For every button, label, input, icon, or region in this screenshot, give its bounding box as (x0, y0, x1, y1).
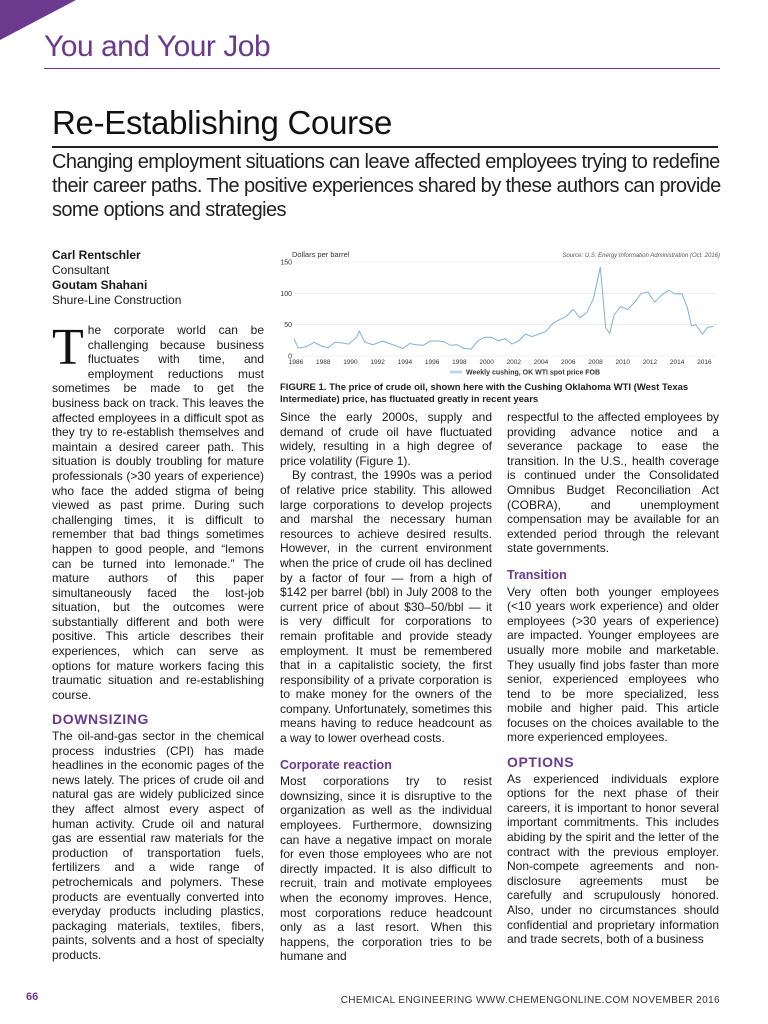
heading-downsizing: DOWNSIZING (52, 711, 149, 728)
article-deck: Changing employment situations can leave affected employees trying to redefine their career paths. The positive experiences shared by these authors can provide some options and strategies (52, 151, 721, 221)
column-2 (280, 410, 492, 964)
figure-caption (280, 382, 720, 406)
x-tick-label: 2008 (588, 359, 603, 366)
paragraph: By contrast, the 1990s was a period of relative price stability. This allowed large corporations to develop projects and marshal the necessary human resources to achieve desired results. However, in the current environment when the price of crude oil has declined by a factor of four — from a high of $142 per barrel (bbl) in July 2008 to the current price of about $30–50/bbl — it is very difficult for corporations to remain profitable and provide steady employment. It must be remembered that in a capitalistic society, the first responsibility of a private corporation is to make money for the owners of the company. Unfortunately, sometimes this means having to reduce headcount as a way to lower overhead costs. (280, 468, 492, 746)
x-tick-label: 2000 (479, 359, 494, 366)
author-name: Goutam Shahani (52, 278, 148, 292)
legend-label: Weekly cushing, OK WTI spot price FOB (466, 369, 601, 377)
y-axis-label: Dollars per barrel (292, 250, 350, 259)
publication-footer: CHEMICAL ENGINEERING WWW.CHEMENGONLINE.COM NOVEMBER 2016 (340, 995, 720, 1006)
x-tick-label: 2004 (533, 359, 549, 366)
page-number: 66 (26, 991, 39, 1003)
x-tick-label: 2012 (642, 359, 658, 366)
x-tick-label: 2006 (561, 359, 576, 366)
heading-options: OPTIONS (507, 754, 575, 771)
title-rule (52, 146, 718, 148)
y-tick-label: 150 (280, 259, 292, 267)
column-1 (52, 319, 264, 963)
figure-crude-oil-chart (280, 248, 722, 378)
x-tick-label: 2002 (506, 359, 522, 366)
x-tick-label: 2010 (615, 359, 630, 366)
author-affiliation: Shure-Line Construction (52, 293, 182, 307)
series-line (294, 267, 713, 349)
intro-paragraph: he corporate world can be challenging because business fluctuates with time, and employment reductions must sometimes be made to get the business back on track. This leaves the affected employees in a difficult spot as they try to re-establish themselves and maintain a desired career path. This situation is doubly troubling for mature professionals (>30 years of experience) who face the added stigma of being viewed as past prime. During such challenging times, it is difficult to remember that bad things sometimes happen to good people, and “lemons can be turned into lemonade.” The mature authors of this paper simultaneously faced the lost-job situation, but the outcomes were substantially different and both were positive. This article describes their experiences, which can serve as options for mature workers facing this traumatic situation and re-establishing course. (52, 323, 264, 702)
author-affiliation: Consultant (52, 263, 110, 277)
y-tick-label: 50 (284, 322, 292, 330)
column-3 (507, 410, 719, 947)
heading-transition: Transition (507, 567, 567, 582)
y-tick-label: 100 (280, 290, 292, 298)
caption-label: FIGURE 1. (280, 382, 327, 393)
x-tick-label: 1986 (288, 359, 304, 366)
article-title: Re-Establishing Course (52, 104, 393, 141)
x-tick-label: 1994 (397, 359, 413, 366)
paragraph: Most corporations try to resist downsizing, since it is disruptive to the organization as well as the individual employees. Furthermore, downsizing can have a negative impact on morale for even those employees who are not directly impacted. It is also difficult to recruit, train and motivate employees when the economy improves. Hence, most corporations reduce headcount only as a last resort. When this happens, the corporation tries to be humane and (280, 774, 492, 964)
x-tick-label: 1992 (370, 359, 385, 366)
x-tick-label: 2014 (669, 359, 685, 366)
x-tick-label: 1996 (424, 359, 440, 366)
downsizing-paragraph: The oil-and-gas sector in the chemical process industries (CPI) has made headlines in the economic pages of the news lately. The prices of crude oil and natural gas are widely publicized since they affect almost every aspect of human activity. Crude oil and natural gas are essential raw materials for the production of transportation fuels, fertilizers and a wide range of petrochemicals and polymers. These products are eventually converted into everyday products including plastics, packaging materials, textiles, fibers, paints, solvents and a host of specialty products. (52, 729, 264, 962)
author-block (52, 248, 262, 308)
x-tick-label: 1998 (452, 359, 467, 366)
drop-cap: T (52, 319, 84, 376)
paragraph: respectful to the affected employees by providing advance notice and a severance package to ease the transition. In the U.S., health coverage is continued under the Consolidated Omnibus Budget Reconciliation Act (COBRA), and unemployment compensation may be available for an extended period through the relevant state governments. (507, 410, 719, 556)
author-name: Carl Rentschler (52, 248, 141, 262)
chart-source: Source: U.S. Energy Information Administration (Oct. 2016) (562, 253, 720, 259)
x-tick-label: 1990 (343, 359, 358, 366)
paragraph: Very often both younger employees (<10 years work experience) and older employees (>30 years of experience) are impacted. Younger employees are usually more mobile and marketable. They usually find jobs faster than more senior, experienced employees who tend to be more specialized, less mobile and higher paid. This article focuses on the choices available to the more experienced employees. (507, 584, 719, 745)
paragraph: As experienced individuals explore options for the next phase of their careers, it is important to honor several important commitments. This includes abiding by the spirit and the letter of the contract with the previous employer. Non-compete agreements and non-disclosure agreements must be carefully and scrupulously honored. Also, under no circumstances should confidential and proprietary information and trade secrets, both of a business (507, 771, 719, 947)
section-rule (44, 68, 720, 69)
heading-corporate-reaction: Corporate reaction (280, 757, 392, 772)
x-tick-label: 1988 (315, 359, 331, 366)
paragraph: Since the early 2000s, supply and demand of crude oil have fluctuated widely, resulting in a high degree of price volatility (Figure 1). (280, 410, 492, 468)
y-tick-label: 0 (288, 353, 292, 361)
caption-text: The price of crude oil, shown here with the Cushing Oklahoma WTI (West Texas Intermediate) price, has fluctuated greatly in recent years (280, 382, 689, 405)
section-title: You and Your Job (44, 30, 271, 63)
x-tick-label: 2016 (697, 359, 712, 366)
